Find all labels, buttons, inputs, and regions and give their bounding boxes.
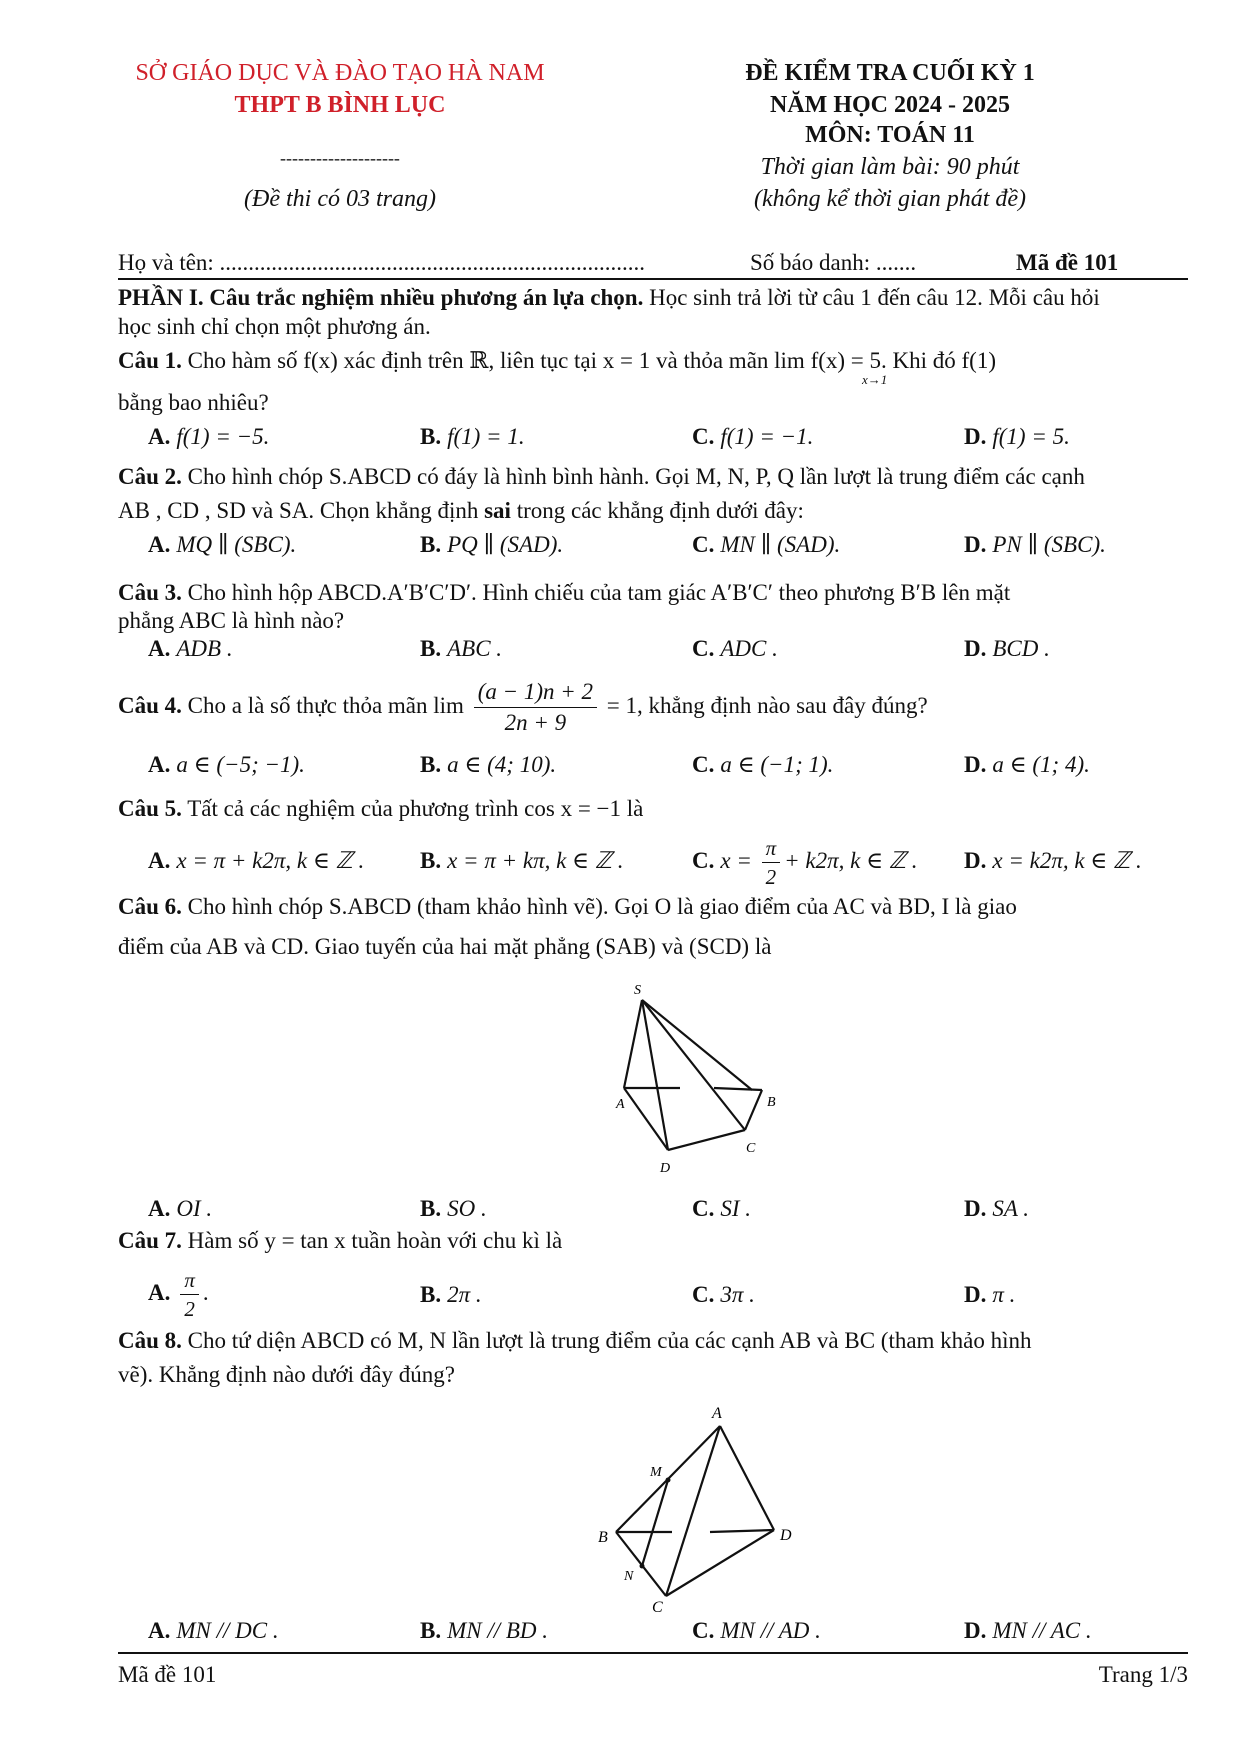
q3-option-d[interactable]: D. BCD . <box>964 636 1050 661</box>
school-year: NĂM HỌC 2024 - 2025 <box>770 92 1010 118</box>
q4-text: Cho a là số thực thỏa mãn lim <box>181 693 464 718</box>
q8-option-b[interactable]: B. MN // BD . <box>420 1618 549 1643</box>
exam-code: Mã đề 101 <box>1016 250 1119 275</box>
q1-option-d[interactable]: D. f(1) = 5. <box>964 424 1070 449</box>
q4-label: Câu 4. <box>118 693 182 718</box>
vertex-label-c: C <box>746 1141 756 1156</box>
vertex-label-d: D <box>780 1527 792 1544</box>
department-name: SỞ GIÁO DỤC VÀ ĐÀO TẠO HÀ NAM <box>135 60 545 86</box>
vertex-label-b: B <box>598 1529 608 1546</box>
vertex-label-d: D <box>660 1161 671 1176</box>
q5-option-d[interactable]: D. x = k2π, k ∈ ℤ . <box>964 848 1142 873</box>
q7-text: Hàm số y = tan x tuần hoàn với chu kì là <box>181 1228 563 1253</box>
q5-label: Câu 5. <box>118 796 182 821</box>
q1-text: Cho hàm số f(x) xác định trên ℝ, liên tục tại x = 1 và thỏa mãn lim f(x) = 5. Khi đó f(1) <box>181 348 997 373</box>
header-dashes: -------------------- <box>280 148 400 168</box>
q5-text: Tất cả các nghiệm của phương trình cos x = −1 là <box>181 796 644 821</box>
q5-option-c[interactable]: C. x = $\frac{\pi}{2}$ + k2π, k ∈ ℤ . <box>692 836 918 889</box>
question-3 <box>118 578 1010 608</box>
q2-text: Cho hình chóp S.ABCD có đáy là hình bình hành. Gọi M, N, P, Q lần lượt là trung điểm các cạnh <box>181 464 1085 489</box>
vertex-label-s: S <box>634 983 641 998</box>
header-rule <box>118 278 1188 280</box>
footer-rule <box>118 1652 1188 1654</box>
q1-option-a[interactable]: A. f(1) = −5. <box>148 424 270 449</box>
q3-option-b[interactable]: B. ABC . <box>420 636 503 661</box>
q7-option-c[interactable]: C. 3π . <box>692 1282 755 1307</box>
q1-option-c[interactable]: C. f(1) = −1. <box>692 424 814 449</box>
q4-option-a[interactable]: A. a ∈ (−5; −1). <box>148 752 305 777</box>
tetrahedron-figure <box>590 1394 820 1616</box>
q1-text-cont: bằng bao nhiêu? <box>118 390 269 415</box>
q3-option-a[interactable]: A. ADB . <box>148 636 233 661</box>
q5-option-a[interactable]: A. x = π + k2π, k ∈ ℤ . <box>148 848 365 873</box>
q6-option-d[interactable]: D. SA . <box>964 1196 1030 1221</box>
q8-text-cont: vẽ). Khẳng định nào dưới đây đúng? <box>118 1362 455 1387</box>
q8-text: Cho tứ diện ABCD có M, N lần lượt là trung điểm của các cạnh AB và BC (tham khảo hình <box>181 1328 1032 1353</box>
q6-option-b[interactable]: B. SO . <box>420 1196 487 1221</box>
q2-option-d[interactable]: D. PN ∥ (SBC). <box>964 532 1106 557</box>
vertex-label-a: A <box>616 1097 625 1112</box>
q4-fraction: $\frac{(a - 1)n + 2}{2n + 9}$ <box>474 677 597 738</box>
q4-option-b[interactable]: B. a ∈ (4; 10). <box>420 752 557 777</box>
q1-limit-subscript: x→1 <box>862 372 888 387</box>
q4-option-d[interactable]: D. a ∈ (1; 4). <box>964 752 1090 777</box>
question-6 <box>118 892 1017 922</box>
footer-exam-code: Mã đề 101 <box>118 1662 217 1687</box>
midpoint-label-n: N <box>624 1569 634 1584</box>
q7-option-b[interactable]: B. 2π . <box>420 1282 482 1307</box>
school-name: THPT B BÌNH LỤC <box>234 92 446 118</box>
vertex-label-b: B <box>767 1095 776 1110</box>
part1-instructions: Học sinh trả lời từ câu 1 đến câu 12. Mỗi câu hỏi <box>643 285 1100 310</box>
q3-text: Cho hình hộp ABCD.A′B′C′D′. Hình chiếu của tam giác A′B′C′ theo phương B′B lên mặt <box>181 580 1011 605</box>
question-4 <box>118 676 928 738</box>
q8-label: Câu 8. <box>118 1328 182 1353</box>
q6-option-c[interactable]: C. SI . <box>692 1196 752 1221</box>
q3-text-cont: phẳng ABC là hình nào? <box>118 608 345 633</box>
page-number: Trang 1/3 <box>1098 1662 1188 1687</box>
question-2 <box>118 462 1085 492</box>
pages-note: (Đề thi có 03 trang) <box>244 186 436 212</box>
q7-option-d[interactable]: D. π . <box>964 1282 1016 1307</box>
q3-option-c[interactable]: C. ADC . <box>692 636 778 661</box>
time-limit: Thời gian làm bài: 90 phút <box>760 154 1020 180</box>
subject: MÔN: TOÁN 11 <box>805 122 975 148</box>
part1-title: PHẦN I. Câu trắc nghiệm nhiều phương án lựa chọn. <box>118 285 644 310</box>
q6-text: Cho hình chóp S.ABCD (tham khảo hình vẽ). Gọi O là giao điểm của AC và BD, I là giao <box>181 894 1017 919</box>
q5-option-b[interactable]: B. x = π + kπ, k ∈ ℤ . <box>420 848 624 873</box>
question-7 <box>118 1226 562 1256</box>
q2-option-a[interactable]: A. MQ ∥ (SBC). <box>148 532 297 557</box>
q7-label: Câu 7. <box>118 1228 182 1253</box>
candidate-number-field: Số báo danh: ....... <box>750 250 917 275</box>
q2-label: Câu 2. <box>118 464 182 489</box>
pyramid-figure <box>590 980 810 1180</box>
midpoint-label-m: M <box>650 1465 662 1480</box>
q8-option-c[interactable]: C. MN // AD . <box>692 1618 821 1643</box>
question-8 <box>118 1326 1032 1356</box>
time-note: (không kể thời gian phát đề) <box>753 186 1027 212</box>
exam-title: ĐỀ KIỂM TRA CUỐI KỲ 1 <box>745 60 1035 86</box>
q4-text-cont: = 1, khẳng định nào sau đây đúng? <box>606 693 928 718</box>
q7-option-a[interactable]: A. $\frac{\pi}{2}$ . <box>148 1268 209 1321</box>
q6-option-a[interactable]: A. OI . <box>148 1196 213 1221</box>
vertex-label-c: C <box>652 1599 663 1616</box>
q6-text-cont: điểm của AB và CD. Giao tuyến của hai mặt phẳng (SAB) và (SCD) là <box>118 934 772 959</box>
vertex-label-a: A <box>712 1405 722 1422</box>
part1-heading <box>118 283 1100 313</box>
q6-label: Câu 6. <box>118 894 182 919</box>
part1-instructions-cont: học sinh chỉ chọn một phương án. <box>118 314 431 339</box>
q2-option-c[interactable]: C. MN ∥ (SAD). <box>692 532 841 557</box>
q1-option-b[interactable]: B. f(1) = 1. <box>420 424 525 449</box>
q8-option-d[interactable]: D. MN // AC . <box>964 1618 1092 1643</box>
q3-label: Câu 3. <box>118 580 182 605</box>
q1-label: Câu 1. <box>118 348 182 373</box>
q2-text-cont: AB , CD , SD và SA. Chọn khẳng định sai trong các khẳng định dưới đây: <box>118 498 804 523</box>
name-field: Họ và tên: .......................................................................... <box>118 250 646 275</box>
q8-option-a[interactable]: A. MN // DC . <box>148 1618 279 1643</box>
question-5 <box>118 794 643 824</box>
q4-option-c[interactable]: C. a ∈ (−1; 1). <box>692 752 834 777</box>
q2-option-b[interactable]: B. PQ ∥ (SAD). <box>420 532 564 557</box>
